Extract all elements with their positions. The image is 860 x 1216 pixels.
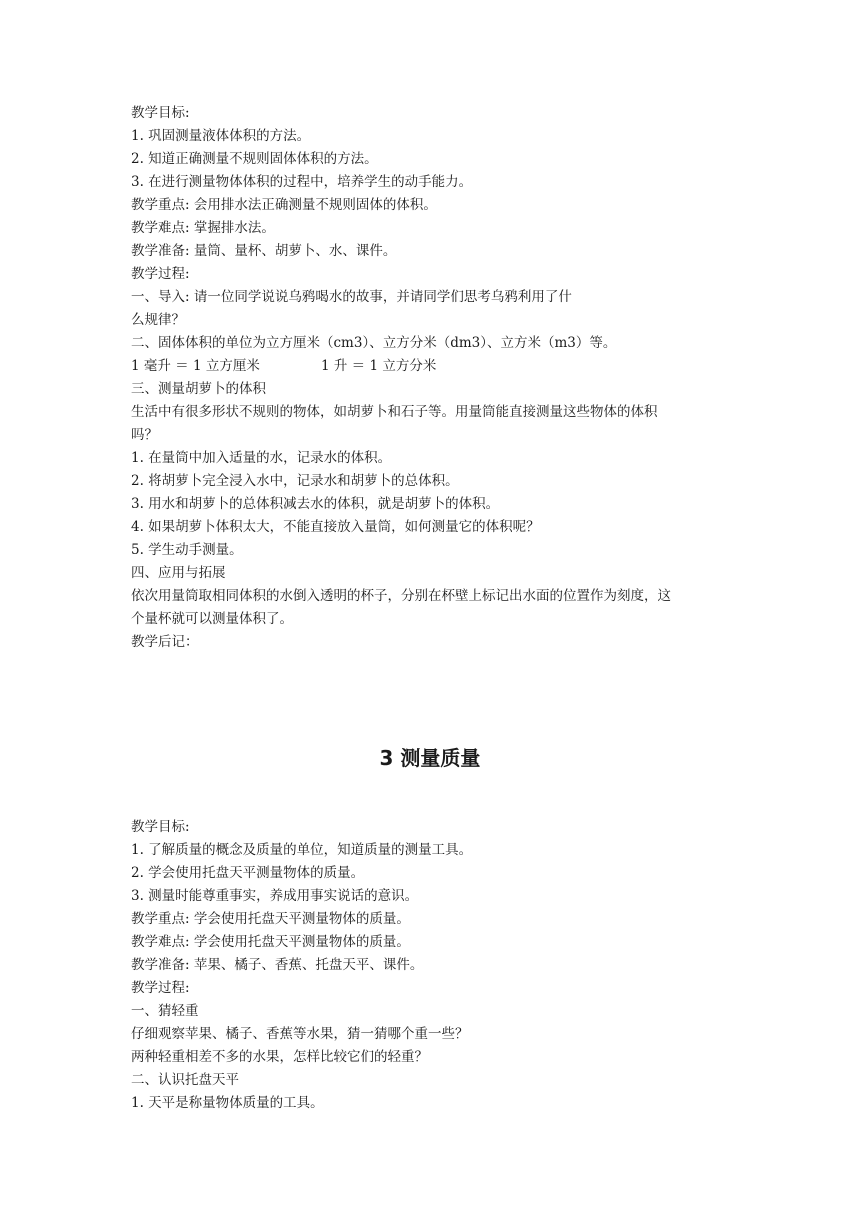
lesson-volume-section <box>131 102 736 654</box>
text-line: 教学重点: 会用排水法正确测量不规则固体的体积。 <box>131 197 437 213</box>
text-line: 3. 在进行测量物体体积的过程中，培养学生的动手能力。 <box>131 174 473 190</box>
text-line: 3. 用水和胡萝卜的总体积减去水的体积，就是胡萝卜的体积。 <box>131 496 500 512</box>
text-line: 教学难点: 掌握排水法。 <box>131 220 275 236</box>
text-line: 教学目标: <box>131 819 190 835</box>
text-line: 教学目标: <box>131 105 190 121</box>
text-line: 二、认识托盘天平 <box>131 1072 239 1088</box>
text-line: 2. 知道正确测量不规则固体体积的方法。 <box>131 151 378 167</box>
text-line: 教学过程: <box>131 980 190 996</box>
text-line: 吗？ <box>131 427 158 443</box>
text-line: 个量杯就可以测量体积了。 <box>131 611 293 627</box>
unit-conversion-line <box>131 355 736 378</box>
lesson-mass-section <box>131 816 736 1115</box>
text-line: 1. 在量筒中加入适量的水，记录水的体积。 <box>131 450 392 466</box>
text-line: 1. 巩固测量液体体积的方法。 <box>131 128 311 144</box>
conversion-l-dm3: 1 升 ＝ 1 立方分米 <box>321 358 437 374</box>
text-line: 三、测量胡萝卜的体积 <box>131 381 266 397</box>
text-line: 5. 学生动手测量。 <box>131 542 243 558</box>
text-line: 两种轻重相差不多的水果，怎样比较它们的轻重？ <box>131 1049 428 1065</box>
text-line: 么规律？ <box>131 312 185 328</box>
text-line: 教学后记： <box>131 634 199 650</box>
text-line: 教学重点: 学会使用托盘天平测量物体的质量。 <box>131 911 410 927</box>
text-line: 仔细观察苹果、橘子、香蕉等水果，猜一猜哪个重一些？ <box>131 1026 469 1042</box>
text-line: 依次用量筒取相同体积的水倒入透明的杯子，分别在杯壁上标记出水面的位置作为刻度，这 <box>131 588 671 604</box>
text-line: 1. 天平是称量物体质量的工具。 <box>131 1095 324 1111</box>
text-line: 4. 如果胡萝卜体积太大，不能直接放入量筒，如何测量它的体积呢？ <box>131 519 540 535</box>
text-line: 教学准备: 量筒、量杯、胡萝卜、水、课件。 <box>131 243 397 259</box>
text-line: 教学难点: 学会使用托盘天平测量物体的质量。 <box>131 934 410 950</box>
text-line: 教学准备: 苹果、橘子、香蕉、托盘天平、课件。 <box>131 957 424 973</box>
text-line: 教学过程: <box>131 266 190 282</box>
text-line: 1. 了解质量的概念及质量的单位，知道质量的测量工具。 <box>131 842 473 858</box>
text-line: 2. 学会使用托盘天平测量物体的质量。 <box>131 865 365 881</box>
text-line: 一、导入: 请一位同学说说乌鸦喝水的故事，并请同学们思考乌鸦利用了什 <box>131 289 572 305</box>
section-title: 3 测量质量 <box>379 746 481 770</box>
text-line: 2. 将胡萝卜完全浸入水中，记录水和胡萝卜的总体积。 <box>131 473 459 489</box>
text-line: 四、应用与拓展 <box>131 565 226 581</box>
text-line: 生活中有很多形状不规则的物体，如胡萝卜和石子等。用量筒能直接测量这些物体的体积 <box>131 404 658 420</box>
conversion-ml-cm3: 1 毫升 ＝ 1 立方厘米 <box>131 358 260 374</box>
text-line: 二、固体体积的单位为立方厘米（cm3）、立方分米（dm3）、立方米（m3）等。 <box>131 335 617 351</box>
text-line: 一、猜轻重 <box>131 1003 199 1019</box>
text-line: 3. 测量时能尊重事实，养成用事实说话的意识。 <box>131 888 419 904</box>
